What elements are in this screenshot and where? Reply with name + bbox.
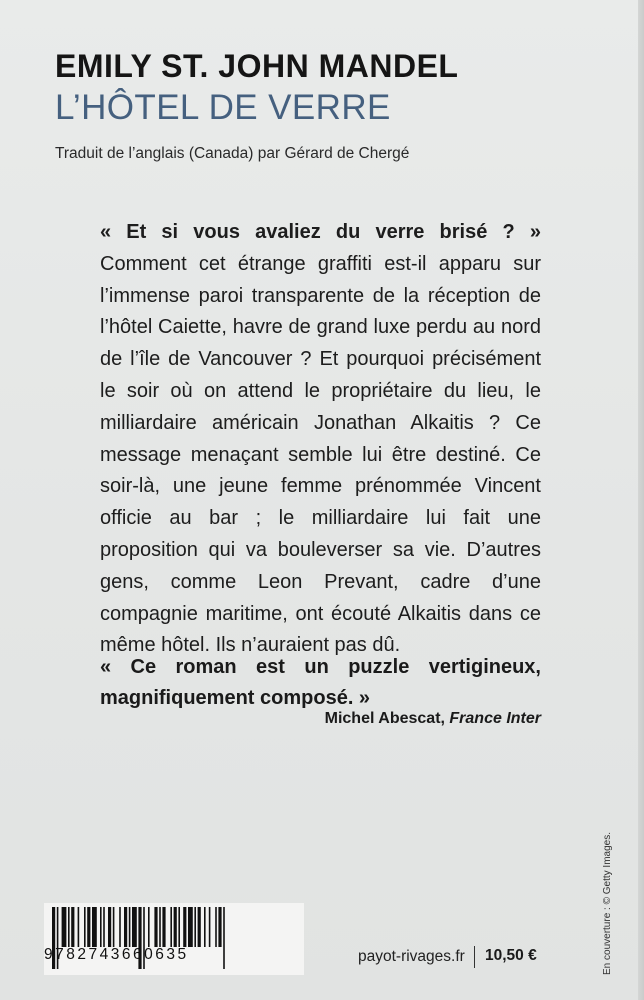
- cover-edge: [638, 0, 644, 1000]
- review-quote: « Ce roman est un puzzle vertigineux, magnifiquement composé. »: [100, 656, 541, 709]
- barcode-bar: [87, 907, 90, 947]
- footer-divider: [474, 946, 475, 968]
- author-name: EMILY ST. JOHN MANDEL: [55, 48, 459, 84]
- barcode-bar: [113, 907, 115, 947]
- barcode-bar: [108, 907, 111, 947]
- critic-name: Michel Abescat,: [324, 710, 450, 727]
- barcode-bar: [209, 907, 211, 947]
- barcode-bar: [183, 907, 186, 947]
- barcode-bar: [129, 907, 131, 947]
- barcode-bar: [218, 907, 221, 947]
- isbn-number: 9782743660635: [44, 946, 189, 963]
- barcode-bar: [78, 907, 80, 947]
- barcode-bar: [198, 907, 201, 947]
- barcode-bar: [132, 907, 137, 947]
- barcode-bar: [154, 907, 157, 947]
- barcode-bar: [100, 907, 102, 947]
- barcode-bar: [194, 907, 196, 947]
- barcode-bar: [124, 907, 127, 947]
- barcode-bar: [178, 907, 180, 947]
- barcode-bar: [84, 907, 86, 947]
- barcode-bar: [68, 907, 70, 947]
- barcode-bar: [92, 907, 97, 947]
- barcode-bars: [44, 903, 304, 975]
- barcode: [44, 903, 304, 975]
- cover-photo-credit: En couverture : © Getty Images.: [602, 832, 613, 975]
- barcode-bar: [174, 907, 177, 947]
- barcode-bar: [148, 907, 150, 947]
- book-title: L’HÔTEL DE VERRE: [55, 88, 391, 127]
- publisher-website: payot-rivages.fr: [358, 948, 465, 965]
- barcode-bar: [170, 907, 172, 947]
- review-attribution: [325, 710, 541, 728]
- barcode-bar: [119, 907, 121, 947]
- barcode-bar: [103, 907, 105, 947]
- price-label: 10,50 €: [485, 947, 537, 964]
- barcode-bar: [215, 907, 217, 947]
- synopsis-paragraph: [100, 217, 541, 662]
- synopsis-body: Comment cet étrange graffiti est-il apparu sur l’immense paroi transparente de la réception de l’hôtel Caiette, havre de grand luxe perdu au nord de l’île de Vancouver ? Et pourquoi précisément le soir où on attend le propriétaire du lieu, le milliardaire américain Jonathan Alkaitis ? Ce message menaçant semble lui être destiné. Ce soir-là, une jeune femme prénommée Vincent officie au bar ; le milliardaire lui fait une proposition qui va bouleverser sa vie. D’autres gens, comme Leon Prevant, cadre d’une compagnie maritime, ont écouté Alkaitis dans ce même hôtel. Ils n’auraient pas dû.: [100, 252, 541, 657]
- barcode-bar: [159, 907, 161, 947]
- barcode-bar: [71, 907, 74, 947]
- media-outlet: France Inter: [449, 710, 541, 727]
- translator-credit: Traduit de l’anglais (Canada) par Gérard de Chergé: [55, 145, 410, 162]
- synopsis-lead: « Et si vous avaliez du verre brisé ? »: [100, 221, 541, 243]
- barcode-bar: [204, 907, 206, 947]
- barcode-bar: [162, 907, 165, 947]
- barcode-bar: [62, 907, 67, 947]
- barcode-bar: [188, 907, 193, 947]
